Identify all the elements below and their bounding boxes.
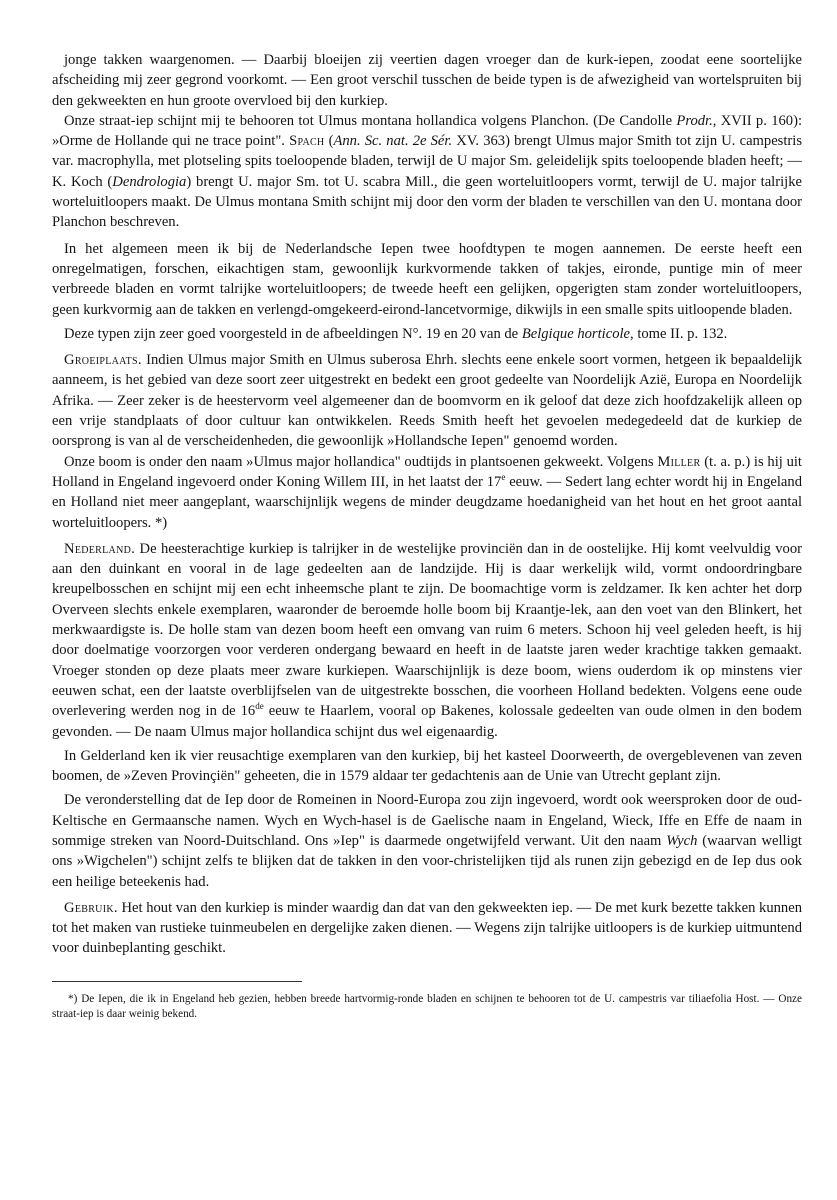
paragraph: Onze boom is onder den naam »Ulmus major hollandica" oudtijds in plantsoenen gekweekt. Volgens Miller (t. a. p.) is hij uit Holland in Engeland ingevoerd onder Koning Willem III, in het laatst der 17e eeuw. — Sedert lang echter wordt hij in Engeland en Holland niet meer aangeplant, waarschijnlijk wegens de minder deugdzame hoedanigheid van het hout en het groot aantal worteluitloopers. *) — [52, 453, 803, 531]
italic-word: Wych — [666, 832, 698, 849]
footnote-text: *) De Iepen, die ik in Engeland heb gezien, hebben breede hartvormig-ronde bladen en schijnen te behooren tot de U. campestris var tiliaefolia Host. — Onze straat-iep is daar weinig bekend. — [52, 992, 802, 1021]
section-heading: Groeiplaats. — [64, 352, 142, 369]
paragraph: De veronderstelling dat de Iep door de Romeinen in Noord-Europa zou zijn ingevoerd, wordt ook weersproken door de oud-Keltische en Germaansche namen. Wych en Wych-hasel is de Gaelische naam in Engeland, Wieck, Iffe en Effe de naam in sommige streken van Noord-Duitschland. Ons »Iep" is daarmede ongetwijfeld verwant. Uit den naam Wych (waarvan welligt ons »Wigchelen") schijnt zelfs te blijken dat de takken in den voor-christelijken tijd als runen zijn gebezigd en de Iep dus ook een heilige beteekenis had. — [52, 792, 802, 890]
body-text — [52, 50, 802, 959]
paragraph: jonge takken waargenomen. — Daarbij bloeijen zij veertien dagen vroeger dan de kurk-iepen, zoodat eene soortelijke afscheiding mij zeer gegrond voorkomt. — Een groot verschil tusschen de beide typen is de afwezigheid van wortelspruiten bij den gekweekten en hun groote overvloed bij den kurkiep. — [52, 52, 802, 109]
paragraph: In het algemeen meen ik bij de Nederlandsche Iepen twee hoofdtypen te mogen aannemen. De eerste heeft een onregelmatigen, forschen, eikachtigen stam, gewoonlijk kurkvormende takken of takjes, eironde, puntige min of meer verbreede bladen en vormt talrijke worteluitloopers; de tweede heeft een gelijken, opgerigten stam zonder worteluitloopers, geen kurkvormig aan de takken en verlengd-omgekeerd-eirond-lancetvormige, dikwijls in een smalle spits uitloopende bladen. — [52, 240, 802, 318]
italic-reference: Ann. Sc. nat. 2e Sér. — [333, 133, 453, 150]
author-name: Miller — [657, 453, 701, 470]
italic-reference: Prodr. — [676, 112, 713, 129]
footnote — [52, 992, 802, 1023]
footnote-divider — [52, 981, 302, 982]
paragraph: Groeiplaats. Indien Ulmus major Smith en Ulmus suberosa Ehrh. slechts eene enkele soort vormen, hetgeen ik bepaaldelijk aanneem, is het gebied van deze soort zeer uitgestrekt en bedekt een groot gedeelte van Noordelijk Azië, Europa en Noordelijk Afrika. — Zeer zeker is de heestervorm veel algemeener dan de boomvorm en ik geloof dat deze zich hoofdzakelijk alleen op een vrije standplaats of door cultuur kan ontwikkelen. Reeds Smith heeft het gevoelen medegedeeld dat de kurkiep de oorsprong is van al de verscheidenheden, die gewoonlijk »Hollandsche Iepen" genoemd worden. — [52, 352, 802, 450]
paragraph: Deze typen zijn zeer goed voorgesteld in de afbeeldingen N°. 19 en 20 van de Belgique horticole, tome II. p. 132. — [64, 325, 728, 342]
paragraph: Nederland. De heesterachtige kurkiep is talrijker in de westelijke provinciën dan in de oostelijke. Hij komt veelvuldig voor aan den duinkant en vooral in de lage gedeelten aan de landzijde. Hij is daar werkelijk wild, vormt ondoordringbare kreupelbosschen en schijnt mij een echt inheemsche plant te zijn. De boomachtige vorm is zeldzamer. Ik ken achter het dorp Overveen slechts enkele exemplaren, waaronder de beroemde holle boom bij Kraantje-lek, aan den voet van den Blinkert, het merkwaardigste is. De holle stam van dezen boom heeft een omvang van ruim 6 meters. Schoon hij veel geleden heeft, is hij door doelmatige voorzorgen voor verderen ondergang bewaard en heeft in de laatste jaren weder krachtige takken gemaakt. Vroeger stonden op deze plaats meer zware kurkiepen. Waarschijnlijk is deze boom, wiens ouderdom ik op minstens vier eeuwen schat, een der laatste overblijfselen van de uitgestrekte bosschen, die voorheen Holland bedekten. Volgens eene oude overlevering werden nog in de 16de eeuw te Haarlem, vooral op Bakenes, kolossale gedeelten van oude olmen in den bodem gevonden. — De naam Ulmus major hollandica schijnt dus wel eigenaardig. — [52, 540, 802, 740]
section-heading: Nederland. — [64, 540, 136, 557]
author-name: Spach — [289, 133, 325, 150]
paragraph: Gebruik. Het hout van den kurkiep is minder waardig dan dat van den gekweekten iep. — De met kurk bezette takken kunnen tot het maken van rustieke tuinmeubelen en dergelijke zaken dienen. — Wegens zijn talrijke uitloopers is de kurkiep uitmuntend voor duinbeplanting geschikt. — [52, 899, 802, 957]
section-heading: Gebruik. — [64, 899, 118, 916]
italic-reference: Dendrologia — [112, 173, 187, 190]
italic-reference: Belgique horticole — [521, 325, 631, 342]
paragraph: Onze straat-iep schijnt mij te behooren tot Ulmus montana hollandica volgens Planchon. (De Candolle Prodr., XVII p. 160): »Orme de Hollande qui ne trace point". Spach (Ann. Sc. nat. 2e Sér. XV. 363) brengt Ulmus major Smith tot zijn U. campestris var. macrophylla, met plotseling spits toeloopende bladen, terwijl de U major Sm. geleidelijk spits toeloopende bladen heeft; — K. Koch (Dendrologia) brengt U. major Sm. tot U. scabra Mill., die geen worteluitloopers vormt, terwijl de U. major talrijke worteluitloopers maakt. De Ulmus montana Smith schijnt mij door den vorm der bladen te verschillen van den U. montana door Planchon beschreven. — [52, 112, 802, 231]
paragraph: In Gelderland ken ik vier reusachtige exemplaren van den kurkiep, bij het kasteel Doorweerth, de overgeblevenen van zeven boomen, de »Zeven Provinçiën" geheeten, die in 1579 aldaar ter gedachtenis aan de Unie van Utrecht geplant zijn. — [52, 747, 802, 785]
